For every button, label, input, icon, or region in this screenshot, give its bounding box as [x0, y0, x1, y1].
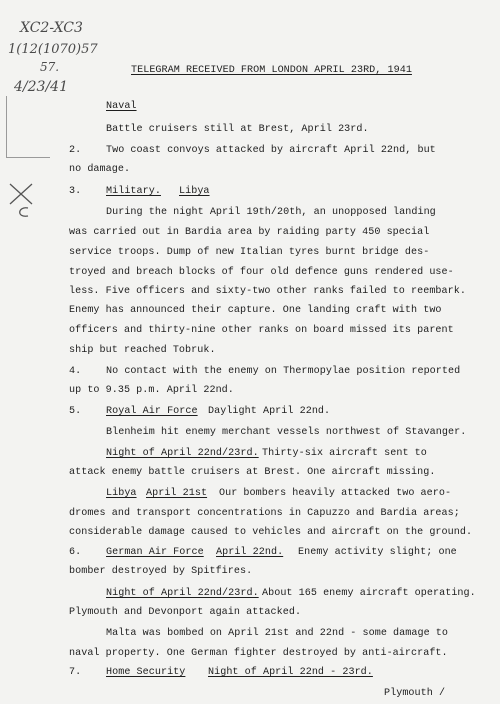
text-line: attack enemy battle cruisers at Brest. One aircraft missing.	[69, 467, 436, 478]
section-heading-gaf: German Air Force	[106, 547, 204, 558]
text-line: considerable damage caused to vehicles and aircraft on the ground.	[69, 527, 473, 538]
item-number-7: 7.	[69, 667, 82, 678]
text-line: officers and thirty-nine other ranks on board missed its parent	[69, 325, 454, 336]
text-line: Enemy has announced their capture. One landing craft with two	[69, 305, 442, 316]
text-line: less. Five officers and sixty-two other ranks failed to reembark.	[69, 286, 466, 297]
text-line: service troops. Dump of new Italian tyres burnt bridge des-	[69, 247, 430, 258]
section-heading-raf: Royal Air Force	[106, 406, 198, 417]
subheading-night-2: Night of April 22nd/23rd.	[106, 588, 259, 599]
text-line: Enemy activity slight; one	[298, 547, 457, 558]
text-line: Thirty-six aircraft sent to	[262, 448, 427, 459]
handwritten-ref-3: 57.	[40, 60, 60, 74]
subheading-night: Night of April 22nd/23rd.	[106, 448, 259, 459]
item-number-2: 2.	[69, 145, 82, 156]
subheading-libya-2: Libya	[106, 488, 137, 499]
subheading-night-3: Night of April 22nd - 23rd.	[208, 667, 373, 678]
text-line: Blenheim hit enemy merchant vessels northwest of Stavanger.	[106, 427, 467, 438]
text-line: Battle cruisers still at Brest, April 23rd.	[106, 124, 369, 135]
text-line: no damage.	[69, 164, 131, 175]
item-number-6: 6.	[69, 547, 82, 558]
item-number-5: 5.	[69, 406, 82, 417]
text-line: Daylight April 22nd.	[208, 406, 331, 417]
handwritten-ref-4: 4/23/41	[14, 79, 68, 95]
continuation-catchword: Plymouth /	[384, 688, 446, 699]
text-line: dromes and transport concentrations in Capuzzo and Bardia areas;	[69, 508, 460, 519]
text-line: No contact with the enemy on Thermopylae position reported	[106, 366, 461, 377]
text-line: was carried out in Bardia area by raiding party 450 special	[69, 227, 430, 238]
margin-rule	[6, 96, 7, 158]
margin-rule-horizontal	[6, 157, 50, 158]
text-line: About 165 enemy aircraft operating.	[262, 588, 476, 599]
section-heading-naval: Naval	[106, 101, 137, 112]
section-heading-home-security: Home Security	[106, 667, 186, 678]
margin-x-mark-icon	[6, 178, 38, 220]
text-line: During the night April 19th/20th, an unopposed landing	[106, 207, 436, 218]
text-line: naval property. One German fighter destroyed by anti-aircraft.	[69, 648, 448, 659]
subheading-libya: Libya	[179, 186, 210, 197]
text-line: ship but reached Tobruk.	[69, 345, 216, 356]
handwritten-ref-1: XC2-XC3	[20, 20, 83, 36]
text-line: Plymouth and Devonport again attacked.	[69, 607, 302, 618]
text-line: Two coast convoys attacked by aircraft April 22nd, but	[106, 145, 436, 156]
subheading-date: April 21st	[146, 488, 208, 499]
handwritten-ref-2: 1(12(1070)57	[8, 42, 98, 57]
subheading-date-2: April 22nd.	[216, 547, 284, 558]
text-line: bomber destroyed by Spitfires.	[69, 566, 253, 577]
section-heading-military: Military.	[106, 186, 161, 197]
text-line: Malta was bombed on April 21st and 22nd - some damage to	[106, 628, 449, 639]
text-line: up to 9.35 p.m. April 22nd.	[69, 385, 234, 396]
item-number-4: 4.	[69, 366, 82, 377]
item-number-3: 3.	[69, 186, 82, 197]
telegram-title: TELEGRAM RECEIVED FROM LONDON APRIL 23RD, 1941	[131, 65, 412, 76]
text-line: troyed and breach blocks of four old defence guns rendered use-	[69, 267, 454, 278]
text-line: Our bombers heavily attacked two aero-	[219, 488, 452, 499]
